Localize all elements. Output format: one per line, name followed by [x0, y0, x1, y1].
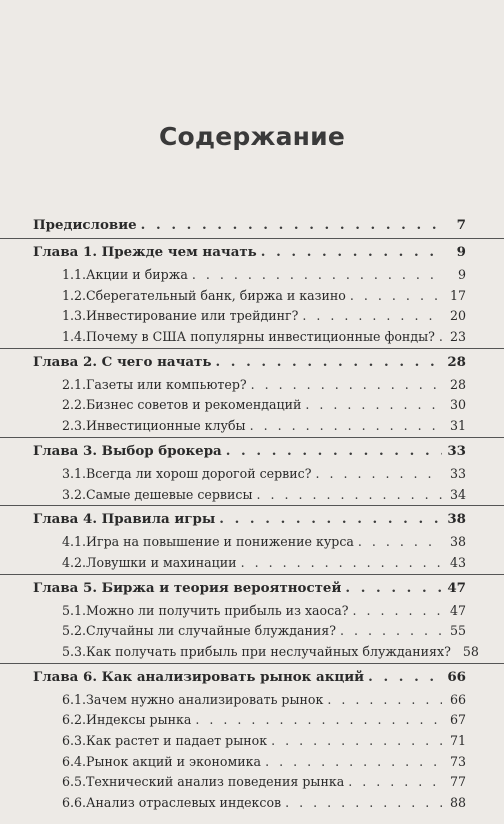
toc-section-number: 2.2.: [62, 397, 87, 413]
toc-dot-leader: [302, 306, 442, 327]
toc-dot-leader: [305, 395, 442, 416]
toc-chapter-title: Глава 6. Как анализировать рынок акций: [33, 668, 365, 685]
toc-chapter-page: 7: [456, 217, 466, 233]
toc-chapter-block: [0, 574, 504, 663]
toc-section-page: 9: [457, 267, 466, 282]
toc-section-page: 38: [449, 534, 466, 550]
toc-section-title: Технический анализ поведения рынка: [86, 774, 345, 790]
toc-section-title: Игра на повышение и понижение курса: [86, 534, 354, 550]
toc-section-row[interactable]: [0, 793, 504, 814]
toc-section-number: 6.6.: [62, 795, 87, 811]
toc-section-number: 1.4.: [62, 329, 87, 345]
toc-section-row[interactable]: [0, 306, 504, 327]
toc-section-number: 6.4.: [62, 753, 87, 769]
toc-dot-leader: [368, 664, 442, 690]
toc-chapter-row[interactable]: [0, 349, 504, 375]
toc-chapter-title: Глава 1. Прежде чем начать: [33, 244, 257, 260]
toc-section-row[interactable]: [0, 485, 504, 506]
toc-section-number: 5.2.: [62, 623, 87, 639]
toc-dot-leader: [215, 349, 442, 375]
toc-section-number: 6.1.: [62, 691, 87, 707]
toc-section-title: Зачем нужно анализировать рынок: [86, 691, 324, 707]
toc-section-page: 23: [449, 329, 466, 345]
toc-section-number: 1.2.: [62, 287, 87, 303]
toc-section-page: 17: [449, 287, 466, 303]
toc-section-title: Сберегательный банк, биржа и казино: [86, 287, 346, 303]
page-title: Содержание: [158, 122, 346, 151]
toc-section-title: Инвестиционные клубы: [86, 418, 246, 434]
toc-dot-leader: [327, 690, 442, 711]
toc-chapter-title: Глава 5. Биржа и теория вероятностей: [33, 579, 342, 596]
toc-dot-leader: [241, 553, 442, 574]
toc-section-number: 4.1.: [62, 534, 87, 550]
toc-section-row[interactable]: [0, 601, 504, 622]
toc-section-row[interactable]: [0, 752, 504, 773]
toc-section-page: 55: [449, 623, 466, 639]
toc-section-page: 71: [449, 733, 466, 748]
toc-section-title: Как растет и падает рынок: [86, 733, 268, 748]
toc-dot-leader: [348, 772, 442, 793]
toc-section-row[interactable]: [0, 642, 504, 663]
toc-section-title: Газеты или компьютер?: [86, 376, 247, 392]
toc-section-row[interactable]: [0, 710, 504, 731]
toc-section-title: Почему в США популярны инвестиционные фонды?: [86, 329, 435, 345]
toc-section-row[interactable]: [0, 395, 504, 416]
toc-chapter-row[interactable]: [0, 239, 504, 265]
toc-dot-leader: [439, 327, 442, 348]
toc-dot-leader: [358, 532, 442, 553]
toc-section-page: 30: [449, 397, 466, 413]
toc-chapter-block: [0, 212, 504, 238]
toc-dot-leader: [141, 212, 442, 238]
toc-section-page: 47: [449, 602, 466, 618]
toc-chapter-page: 47: [447, 579, 466, 596]
table-of-contents: [0, 212, 504, 814]
toc-section-row[interactable]: [0, 375, 504, 396]
toc-chapter-row[interactable]: [0, 575, 504, 601]
toc-dot-leader: [195, 710, 442, 731]
toc-section-row[interactable]: [0, 553, 504, 574]
toc-dot-leader: [226, 438, 442, 464]
toc-section-number: 3.2.: [62, 486, 87, 502]
toc-dot-leader: [352, 601, 442, 622]
toc-chapter-title: Глава 4. Правила игры: [33, 511, 216, 528]
toc-section-page: 73: [449, 753, 466, 769]
toc-dot-leader: [340, 621, 442, 642]
toc-dot-leader: [345, 575, 442, 601]
toc-section-number: 2.1.: [62, 376, 87, 392]
toc-chapter-row[interactable]: [0, 664, 504, 690]
toc-section-title: Можно ли получить прибыль из хаоса?: [86, 602, 349, 618]
toc-section-title: Анализ отраслевых индексов: [86, 795, 282, 811]
toc-section-number: 1.3.: [62, 308, 87, 324]
toc-chapter-page: 33: [447, 442, 466, 459]
toc-section-number: 6.5.: [62, 774, 87, 790]
toc-section-number: 5.1.: [62, 602, 87, 618]
toc-chapter-block: [0, 238, 504, 348]
toc-chapter-row[interactable]: [0, 438, 504, 464]
toc-section-page: 28: [449, 376, 466, 392]
toc-section-title: Всегда ли хорош дорогой сервис?: [86, 465, 312, 481]
toc-section-page: 20: [449, 308, 466, 324]
toc-section-title: Инвестирование или трейдинг?: [86, 308, 299, 324]
toc-section-row[interactable]: [0, 532, 504, 553]
toc-section-page: 58: [462, 643, 479, 659]
toc-section-title: Как получать прибыль при неслучайных блужданиях?: [86, 643, 451, 659]
toc-section-title: Акции и биржа: [86, 267, 188, 282]
toc-section-row[interactable]: [0, 464, 504, 485]
toc-section-number: 5.3.: [62, 643, 87, 659]
toc-section-page: 43: [449, 554, 466, 570]
toc-section-row[interactable]: [0, 621, 504, 642]
toc-chapter-row[interactable]: [0, 212, 504, 238]
toc-section-row[interactable]: [0, 286, 504, 307]
toc-section-number: 3.1.: [62, 465, 87, 481]
toc-section-row[interactable]: [0, 772, 504, 793]
toc-section-title: Рынок акций и экономика: [86, 753, 262, 769]
toc-chapter-page: 28: [447, 353, 466, 370]
toc-section-page: 31: [449, 418, 466, 434]
toc-dot-leader: [285, 793, 442, 814]
toc-dot-leader: [265, 752, 442, 773]
toc-chapter-page: 66: [447, 668, 466, 685]
toc-dot-leader: [192, 265, 442, 286]
toc-section-number: 6.2.: [62, 712, 87, 728]
toc-section-number: 1.1.: [62, 267, 87, 282]
toc-section-title: Ловушки и махинации: [86, 554, 237, 570]
toc-section-title: Случайны ли случайные блуждания?: [86, 623, 336, 639]
toc-section-page: 33: [449, 465, 466, 481]
toc-chapter-block: [0, 437, 504, 505]
toc-section-page: 66: [449, 691, 466, 707]
toc-section-row[interactable]: [0, 327, 504, 348]
toc-dot-leader: [257, 485, 443, 506]
toc-chapter-block: [0, 505, 504, 573]
toc-section-row[interactable]: [0, 265, 504, 286]
toc-chapter-page: 9: [456, 244, 466, 260]
toc-section-page: 34: [449, 486, 466, 502]
toc-section-page: 88: [449, 795, 466, 811]
toc-chapter-title: Глава 2. С чего начать: [33, 353, 212, 370]
toc-section-number: 6.3.: [62, 733, 87, 748]
toc-dot-leader: [271, 731, 442, 752]
toc-chapter-row[interactable]: [0, 506, 504, 532]
toc-dot-leader: [250, 416, 442, 437]
toc-chapter-page: 38: [447, 511, 466, 528]
toc-section-row[interactable]: [0, 416, 504, 437]
toc-section-row[interactable]: [0, 690, 504, 711]
toc-dot-leader: [350, 286, 442, 307]
toc-dot-leader: [251, 375, 442, 396]
toc-chapter-block: [0, 663, 504, 814]
toc-dot-leader: [315, 464, 442, 485]
toc-section-number: 4.2.: [62, 554, 87, 570]
toc-chapter-title: Глава 3. Выбор брокера: [33, 442, 222, 459]
toc-dot-leader: [261, 239, 442, 265]
toc-section-row[interactable]: [0, 731, 504, 752]
toc-section-page: 77: [449, 774, 466, 790]
toc-chapter-block: [0, 348, 504, 437]
toc-section-title: Бизнес советов и рекомендаций: [86, 397, 302, 413]
toc-section-title: Самые дешевые сервисы: [86, 486, 253, 502]
toc-dot-leader: [219, 506, 442, 532]
toc-chapter-title: Предисловие: [33, 217, 137, 233]
toc-section-number: 2.3.: [62, 418, 87, 434]
toc-section-title: Индексы рынка: [86, 712, 192, 728]
toc-section-page: 67: [449, 712, 466, 728]
